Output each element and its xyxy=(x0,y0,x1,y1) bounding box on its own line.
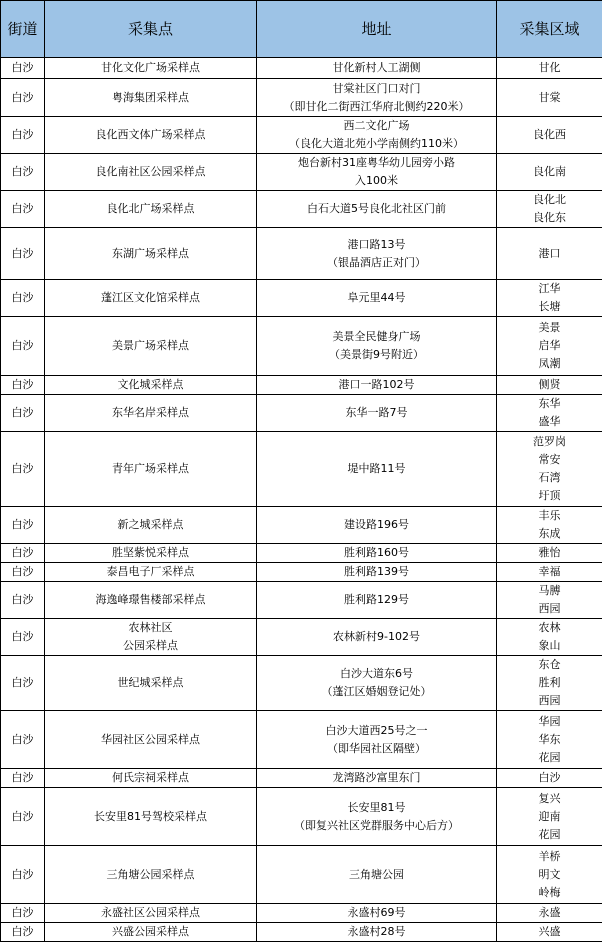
areas-line: 港口 xyxy=(538,246,561,260)
street-cell: 白沙 xyxy=(1,788,45,846)
areas-cell xyxy=(497,507,602,544)
address-line: 胜利路160号 xyxy=(344,546,409,559)
address-line: （即甘化二街西江华府北侧约220米） xyxy=(283,99,470,113)
street-cell: 白沙 xyxy=(1,376,45,395)
address-line: 东华一路7号 xyxy=(345,406,408,419)
address-line: 永盛村28号 xyxy=(347,925,406,938)
areas-cell xyxy=(497,923,602,942)
street-cell: 白沙 xyxy=(1,280,45,317)
site-cell xyxy=(45,619,257,656)
street-cell: 白沙 xyxy=(1,582,45,619)
areas-line: 农林 xyxy=(538,621,561,634)
site-line: 公园采样点 xyxy=(123,639,178,652)
address-line: 白沙大道东6号 xyxy=(340,667,413,680)
areas-line: 甘棠 xyxy=(538,90,561,104)
site-line: 海逸峰璟售楼部采样点 xyxy=(95,593,206,606)
address-cell xyxy=(257,923,497,942)
areas-line: 长塘 xyxy=(538,300,561,313)
areas-cell xyxy=(497,154,602,191)
areas-line: 江华 xyxy=(538,282,561,295)
areas-cell xyxy=(497,376,602,395)
address-cell xyxy=(257,432,497,507)
table-row xyxy=(1,769,602,788)
areas-cell xyxy=(497,788,602,846)
site-cell xyxy=(45,769,257,788)
site-cell xyxy=(45,544,257,563)
address-cell xyxy=(257,507,497,544)
site-line: 胜坚紫悦采样点 xyxy=(112,546,189,559)
site-cell xyxy=(45,58,257,79)
street-cell: 白沙 xyxy=(1,544,45,563)
areas-cell xyxy=(497,191,602,228)
table-row xyxy=(1,711,602,769)
address-cell xyxy=(257,280,497,317)
areas-cell xyxy=(497,769,602,788)
site-cell xyxy=(45,656,257,711)
areas-line: 白沙 xyxy=(538,771,561,784)
address-cell xyxy=(257,228,497,280)
address-cell xyxy=(257,619,497,656)
street-cell: 白沙 xyxy=(1,923,45,942)
site-line: 三角塘公园采样点 xyxy=(106,867,195,881)
site-cell xyxy=(45,788,257,846)
address-line: （即复兴社区党群服务中心后方） xyxy=(294,818,459,832)
address-cell xyxy=(257,191,497,228)
site-cell xyxy=(45,317,257,376)
street-cell: 白沙 xyxy=(1,117,45,154)
areas-line: 胜利 xyxy=(538,676,561,689)
site-cell xyxy=(45,376,257,395)
table-row xyxy=(1,904,602,923)
site-cell xyxy=(45,154,257,191)
areas-line: 花园 xyxy=(538,750,561,764)
areas-cell xyxy=(497,711,602,769)
areas-line: 凤潮 xyxy=(538,357,561,370)
address-line: 美景全民健身广场 xyxy=(332,330,421,343)
site-line: 华园社区公园采样点 xyxy=(101,732,200,746)
address-line: 龙湾路沙富里东门 xyxy=(332,771,421,784)
areas-line: 西园 xyxy=(538,602,561,615)
site-line: 粤海集团采样点 xyxy=(112,90,189,104)
table-row xyxy=(1,656,602,711)
areas-line: 东华 xyxy=(538,397,561,410)
areas-line: 侧贤 xyxy=(538,378,561,391)
areas-line: 象山 xyxy=(538,639,561,652)
table-header-row xyxy=(1,1,602,58)
site-line: 东湖广场采样点 xyxy=(112,246,189,260)
areas-line: 东成 xyxy=(538,527,561,540)
table-row xyxy=(1,432,602,507)
address-cell xyxy=(257,788,497,846)
table-row xyxy=(1,507,602,544)
areas-line: 西园 xyxy=(538,694,561,707)
address-line: 港口一路102号 xyxy=(338,378,415,391)
site-line: 兴盛公园采样点 xyxy=(112,925,189,938)
site-line: 良化南社区公园采样点 xyxy=(95,165,206,178)
site-line: 文化城采样点 xyxy=(117,378,184,391)
areas-line: 兴盛 xyxy=(538,925,561,938)
site-cell xyxy=(45,711,257,769)
address-cell xyxy=(257,846,497,904)
table-row xyxy=(1,582,602,619)
table-row xyxy=(1,79,602,117)
street-cell: 白沙 xyxy=(1,619,45,656)
address-cell xyxy=(257,711,497,769)
areas-line: 美景 xyxy=(538,321,561,334)
address-cell xyxy=(257,904,497,923)
address-line: 三角塘公园 xyxy=(349,867,404,881)
areas-line: 花园 xyxy=(538,827,561,841)
areas-line: 甘化 xyxy=(538,61,561,74)
address-cell xyxy=(257,395,497,432)
address-cell xyxy=(257,117,497,154)
site-line: 永盛社区公园采样点 xyxy=(101,906,200,919)
areas-cell xyxy=(497,280,602,317)
areas-cell xyxy=(497,117,602,154)
table-row xyxy=(1,280,602,317)
street-cell: 白沙 xyxy=(1,79,45,117)
address-cell xyxy=(257,376,497,395)
address-line: 永盛村69号 xyxy=(347,906,406,919)
site-line: 东华名岸采样点 xyxy=(112,406,189,419)
address-line: 西二文化广场 xyxy=(343,119,410,132)
areas-line: 启华 xyxy=(538,339,561,352)
table-row xyxy=(1,58,602,79)
address-line: （即华园社区隔壁） xyxy=(327,741,426,755)
areas-cell xyxy=(497,846,602,904)
street-cell: 白沙 xyxy=(1,769,45,788)
address-cell xyxy=(257,582,497,619)
table-row xyxy=(1,846,602,904)
site-line: 良化北广场采样点 xyxy=(106,202,195,215)
address-cell xyxy=(257,58,497,79)
site-cell xyxy=(45,432,257,507)
address-line: 长安里81号 xyxy=(347,800,406,814)
address-line: （银晶酒店正对门） xyxy=(327,255,426,269)
areas-cell xyxy=(497,432,602,507)
address-line: 白沙大道西25号之一 xyxy=(325,723,428,737)
street-cell: 白沙 xyxy=(1,711,45,769)
areas-cell xyxy=(497,317,602,376)
site-line: 何氏宗祠采样点 xyxy=(112,771,189,784)
site-line: 长安里81号驾校采样点 xyxy=(94,809,207,823)
table-row xyxy=(1,117,602,154)
table-row xyxy=(1,376,602,395)
site-cell xyxy=(45,395,257,432)
site-cell xyxy=(45,117,257,154)
site-cell xyxy=(45,228,257,280)
site-line: 良化西文体广场采样点 xyxy=(95,128,206,141)
areas-cell xyxy=(497,619,602,656)
site-line: 青年广场采样点 xyxy=(112,462,189,475)
site-line: 农林社区 xyxy=(128,621,173,634)
areas-cell xyxy=(497,582,602,619)
areas-cell xyxy=(497,395,602,432)
address-line: 建设路196号 xyxy=(344,518,409,531)
table-row xyxy=(1,788,602,846)
areas-line: 圩顶 xyxy=(538,489,561,502)
street-cell: 白沙 xyxy=(1,228,45,280)
areas-cell xyxy=(497,228,602,280)
site-line: 蓬江区文化馆采样点 xyxy=(101,291,200,304)
address-line: 甘棠社区门口对门 xyxy=(332,81,421,95)
site-cell xyxy=(45,923,257,942)
areas-line: 明文 xyxy=(538,867,561,881)
site-line: 甘化文化广场采样点 xyxy=(101,61,200,74)
street-cell: 白沙 xyxy=(1,317,45,376)
areas-line: 石湾 xyxy=(538,471,561,484)
areas-line: 幸福 xyxy=(538,565,561,578)
areas-line: 迎南 xyxy=(538,809,561,823)
areas-cell xyxy=(497,79,602,117)
column-header: 地址 xyxy=(257,1,497,58)
areas-cell xyxy=(497,563,602,582)
address-line: 甘化新村人工湖侧 xyxy=(332,61,421,74)
address-line: （蓬江区婚姻登记处） xyxy=(321,685,432,698)
areas-cell xyxy=(497,58,602,79)
column-header: 采集区域 xyxy=(497,1,602,58)
areas-line: 良化西 xyxy=(533,128,566,141)
table-body xyxy=(1,58,602,942)
areas-line: 羊桥 xyxy=(538,849,561,863)
street-cell: 白沙 xyxy=(1,904,45,923)
areas-line: 丰乐 xyxy=(538,509,561,522)
address-cell xyxy=(257,656,497,711)
column-header: 采集点 xyxy=(45,1,257,58)
table-row xyxy=(1,228,602,280)
site-cell xyxy=(45,507,257,544)
site-line: 泰昌电子厂采样点 xyxy=(106,565,195,578)
address-cell xyxy=(257,79,497,117)
areas-line: 良化东 xyxy=(533,211,566,224)
areas-line: 东仓 xyxy=(538,658,561,671)
address-line: 炮台新村31座粤华幼儿园旁小路 xyxy=(298,156,455,169)
site-cell xyxy=(45,846,257,904)
address-line: 胜利路139号 xyxy=(344,565,409,578)
areas-line: 良化北 xyxy=(533,193,566,206)
site-line: 新之城采样点 xyxy=(117,518,184,531)
street-cell: 白沙 xyxy=(1,191,45,228)
site-line: 世纪城采样点 xyxy=(117,676,184,689)
areas-line: 盛华 xyxy=(538,415,561,428)
areas-cell xyxy=(497,904,602,923)
table-row xyxy=(1,923,602,942)
areas-line: 华园 xyxy=(538,714,561,728)
areas-line: 岭梅 xyxy=(538,885,561,899)
areas-line: 常安 xyxy=(538,453,561,466)
site-cell xyxy=(45,79,257,117)
address-line: 胜利路129号 xyxy=(344,593,409,606)
street-cell: 白沙 xyxy=(1,154,45,191)
address-cell xyxy=(257,544,497,563)
address-line: 阜元里44号 xyxy=(347,291,406,304)
address-line: 农林新村9-102号 xyxy=(333,630,420,643)
street-cell: 白沙 xyxy=(1,432,45,507)
table-row xyxy=(1,191,602,228)
address-line: 堤中路11号 xyxy=(347,462,406,475)
street-cell: 白沙 xyxy=(1,507,45,544)
address-cell xyxy=(257,154,497,191)
site-cell xyxy=(45,904,257,923)
site-cell xyxy=(45,563,257,582)
address-cell xyxy=(257,769,497,788)
areas-cell xyxy=(497,544,602,563)
site-cell xyxy=(45,191,257,228)
site-line: 美景广场采样点 xyxy=(112,339,189,352)
street-cell: 白沙 xyxy=(1,395,45,432)
table-row xyxy=(1,395,602,432)
areas-line: 范罗岗 xyxy=(533,435,566,448)
areas-line: 复兴 xyxy=(538,791,561,805)
address-cell xyxy=(257,317,497,376)
areas-line: 良化南 xyxy=(533,165,566,178)
address-line: （良化大道北苑小学南侧约110米） xyxy=(289,137,464,150)
site-cell xyxy=(45,582,257,619)
address-line: 入100米 xyxy=(355,174,398,187)
areas-line: 华东 xyxy=(538,732,561,746)
site-cell xyxy=(45,280,257,317)
table-row xyxy=(1,317,602,376)
table-row xyxy=(1,619,602,656)
areas-line: 马膊 xyxy=(538,584,561,597)
table-row xyxy=(1,563,602,582)
address-line: （美景街9号附近） xyxy=(329,348,424,361)
areas-line: 永盛 xyxy=(538,906,561,919)
address-cell xyxy=(257,563,497,582)
street-cell: 白沙 xyxy=(1,656,45,711)
column-header: 街道 xyxy=(1,1,45,58)
areas-cell xyxy=(497,656,602,711)
street-cell: 白沙 xyxy=(1,58,45,79)
table-row xyxy=(1,154,602,191)
street-cell: 白沙 xyxy=(1,563,45,582)
address-line: 港口路13号 xyxy=(347,237,406,251)
areas-line: 雅怡 xyxy=(538,546,561,559)
street-cell: 白沙 xyxy=(1,846,45,904)
table-row xyxy=(1,544,602,563)
address-line: 白石大道5号良化北社区门前 xyxy=(307,202,446,215)
